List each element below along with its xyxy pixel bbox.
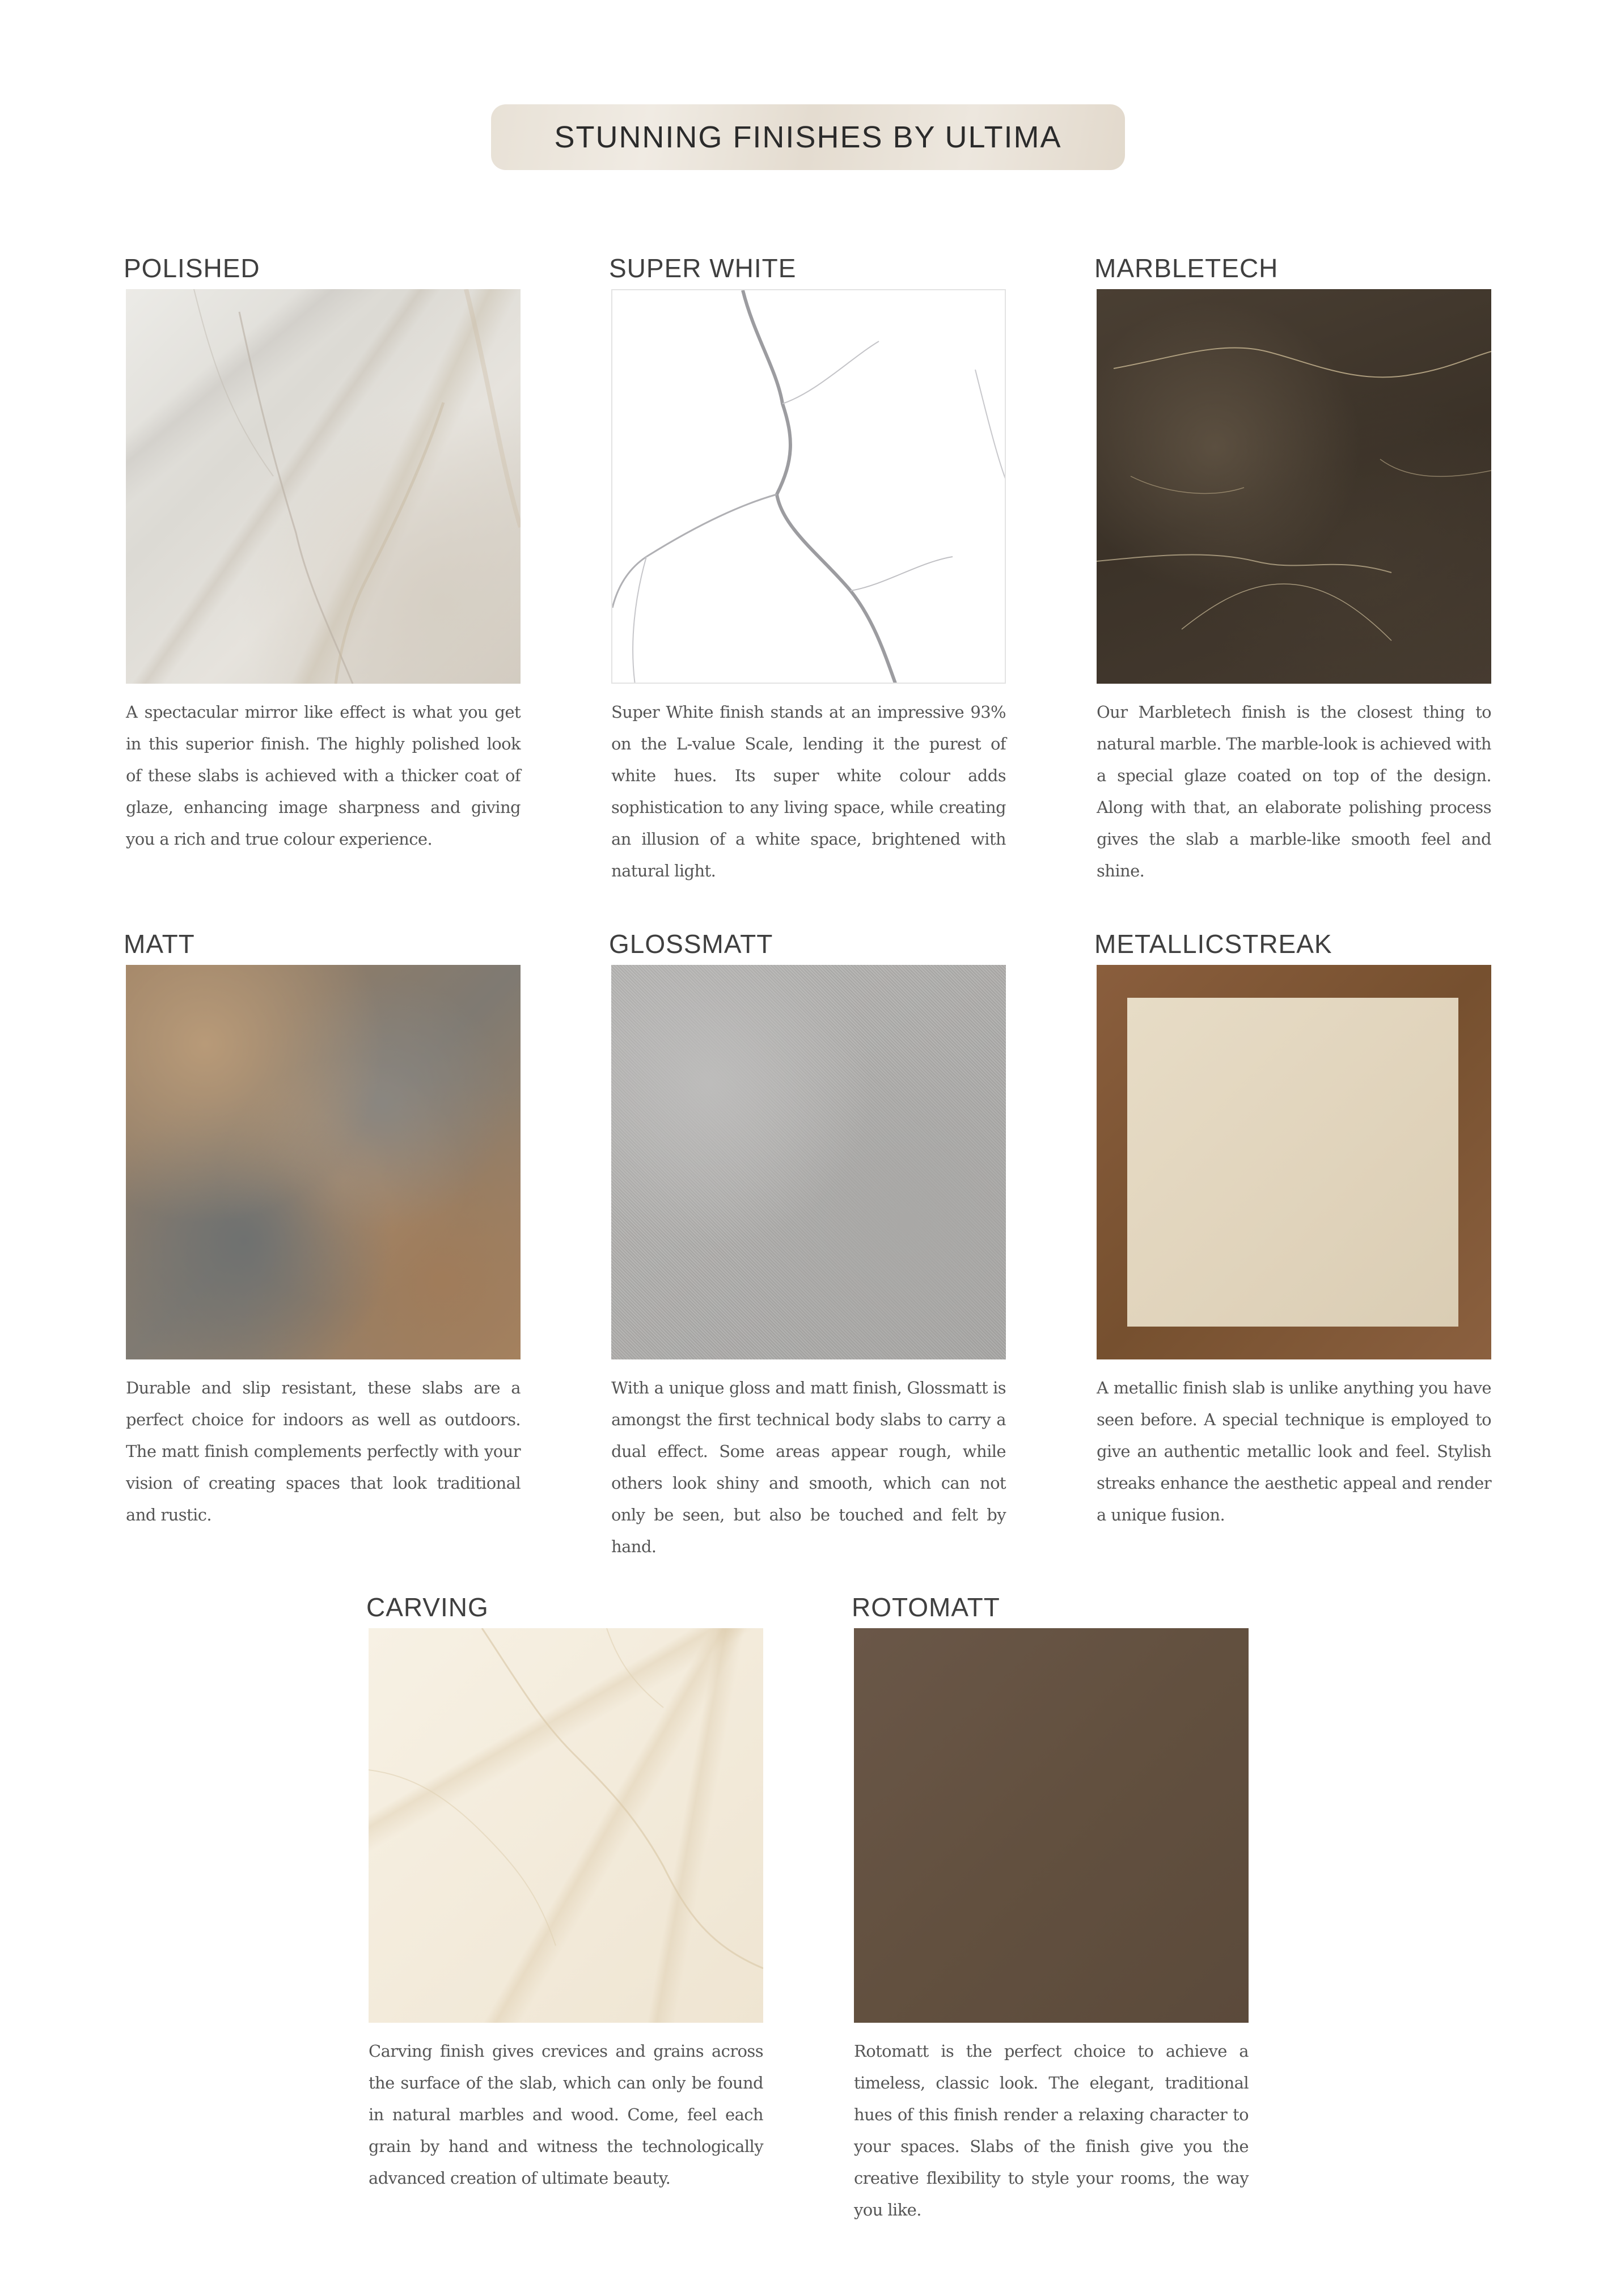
finish-title: GLOSSMATT xyxy=(609,929,773,959)
finish-description: Our Marbletech finish is the closest thing to natural marble. The marble-look is achieved with a special glaze coated on top of the design. Along with that, an elaborate polishing process gives the slab a marble-like smooth feel and shine. xyxy=(1097,702,1491,880)
finish-description: Rotomatt is the perfect choice to achieve a timeless, classic look. The elegant, traditional hues of this finish render a relaxing character to your spaces. Slabs of the finish give you the creative flexibility to style your rooms, the way you like. xyxy=(854,2041,1249,2219)
finish-title: SUPER WHITE xyxy=(609,253,797,283)
finish-title: POLISHED xyxy=(124,253,260,283)
finish-description: A spectacular mirror like effect is what you get in this superior finish. The highly polished look of these slabs is achieved with a thicker coat of glaze, enhancing image sharpness and giving you a rich and true colour experience. xyxy=(126,702,521,849)
page-title: STUNNING FINISHES BY ULTIMA xyxy=(554,120,1062,154)
finish-title: MARBLETECH xyxy=(1094,253,1279,283)
metallicstreak-inner-panel xyxy=(1127,998,1458,1327)
finish-title: CARVING xyxy=(366,1592,489,1622)
finish-title: MATT xyxy=(124,929,195,959)
carving-swatch-image xyxy=(369,1628,763,2023)
finish-title: METALLICSTREAK xyxy=(1094,929,1332,959)
page-title-banner xyxy=(491,104,1125,170)
marbletech-swatch-image xyxy=(1097,289,1491,684)
metallicstreak-swatch-image xyxy=(1097,965,1491,1359)
glossmatt-swatch-image xyxy=(611,965,1006,1359)
finish-description: A metallic finish slab is unlike anything you have seen before. A special technique is employed to give an authentic metallic look and feel. Stylish streaks enhance the aesthetic appeal and render a unique fusion. xyxy=(1097,1378,1491,1524)
matt-swatch-image xyxy=(126,965,521,1359)
finish-description: Carving finish gives crevices and grains across the surface of the slab, which can only be found in natural marbles and wood. Come, feel each grain by hand and witness the technologically advanced creation of ultimate beauty. xyxy=(369,2041,763,2188)
polished-swatch-image xyxy=(126,289,521,684)
super-white-swatch-image xyxy=(611,289,1006,684)
finish-description: Durable and slip resistant, these slabs are a perfect choice for indoors as well as outdoors. The matt finish complements perfectly with your vision of creating spaces that look traditional and rustic. xyxy=(126,1378,521,1524)
rotomatt-swatch-image xyxy=(854,1628,1249,2023)
finish-description: With a unique gloss and matt finish, Glossmatt is amongst the first technical body slabs to carry a dual effect. Some areas appear rough, while others look shiny and smooth, which can not only be seen, but also be touched and felt by hand. xyxy=(611,1378,1006,1556)
finish-description: Super White finish stands at an impressive 93% on the L-value Scale, lending it the purest of white hues. Its super white colour adds sophistication to any living space, while creating an illusion of a white space, brightened with natural light. xyxy=(611,702,1006,880)
finish-title: ROTOMATT xyxy=(852,1592,1000,1622)
